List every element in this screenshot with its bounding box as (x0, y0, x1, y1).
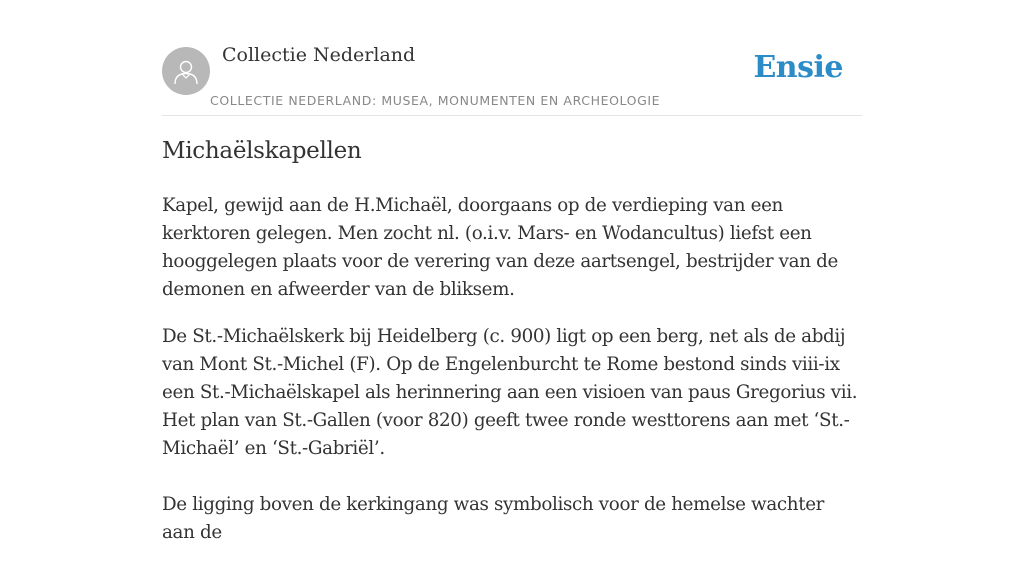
article-paragraph: Kapel, gewijd aan de H.Michaël, doorgaans op de verdieping van een kerktoren gelegen. Men zocht nl. (o.i.v. Mars- en Wodancultus) liefst een hooggelegen plaats voor de verering van deze aartsengel, bestrijder van de demonen en afweerder van de bliksem. (162, 195, 838, 300)
ensie-logo-link[interactable]: Ensie (753, 50, 843, 85)
page (162, 0, 862, 543)
source-avatar[interactable] (162, 47, 210, 95)
source-header (162, 0, 862, 116)
source-subtitle: COLLECTIE NEDERLAND: MUSEA, MONUMENTEN EN ARCHEOLOGIE (210, 93, 661, 108)
article-paragraph: De St.-Michaëlskerk bij Heidelberg (c. 900) ligt op een berg, net als de abdij van Mont St.-Michel (F). Op de Engelenburcht te Rome bestond sinds viii-ix een St.-Michaëlskapel als herinnering aan een visioen van paus Gregorius vii. Het plan van St.-Gallen (voor 820) geeft twee ronde westtorens aan met ‘St.-Michaël’ en ‘St.-Gabriël’. (162, 326, 858, 459)
source-name-link[interactable]: Collectie Nederland (222, 44, 416, 66)
article-title: Michaëlskapellen (162, 138, 362, 164)
user-silhouette-icon (171, 56, 201, 86)
article-paragraph: De ligging boven de kerkingang was symbolisch voor de hemelse wachter aan de (162, 494, 825, 543)
article-body (162, 192, 862, 566)
